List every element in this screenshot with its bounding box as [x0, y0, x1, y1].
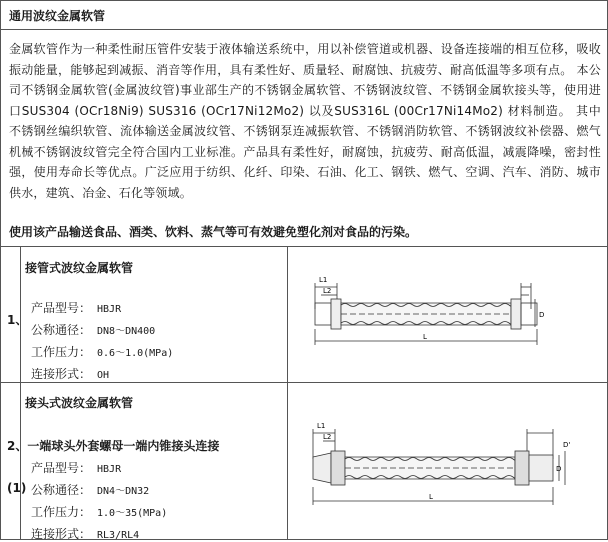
spec-connection — [31, 365, 109, 382]
spec-value: HBJR — [97, 304, 122, 315]
product-heading: 接管式波纹金属软管 — [25, 261, 134, 275]
spec-diameter — [31, 321, 155, 338]
product-heading: 接头式波纹金属软管 — [25, 396, 134, 410]
spec-value: HBJR — [97, 464, 122, 475]
spec-value: DN8～DN400 — [97, 326, 156, 337]
dim-label-l1: L1 — [317, 422, 326, 430]
dim-label-l2: L2 — [323, 433, 332, 441]
spec-connection — [31, 525, 139, 542]
dim-label-l: L — [429, 493, 433, 501]
spec-value: RL3/RL4 — [97, 530, 140, 541]
product-table — [1, 246, 607, 540]
spec-value: OH — [97, 370, 110, 381]
hose-diagram-fitting-type — [301, 417, 576, 517]
spec-label: 产品型号： — [31, 461, 92, 475]
product-number: 1、 — [7, 313, 28, 327]
table-divider — [287, 247, 288, 540]
spec-label: 产品型号： — [31, 301, 92, 315]
spec-value: 0.6～1.0(MPa) — [97, 348, 174, 359]
dim-label-l2: L2 — [323, 287, 332, 295]
title-divider — [1, 29, 607, 30]
spec-label: 工作压力： — [31, 345, 92, 359]
dim-label-d-prime: D' — [563, 441, 571, 449]
product-number: (1) — [7, 481, 27, 495]
spec-value: DN4～DN32 — [97, 486, 150, 497]
spec-model — [31, 459, 121, 476]
food-safety-notice: 使用该产品输送食品、酒类、饮料、蒸气等可有效避免塑化剂对食品的污染。 — [9, 225, 418, 239]
spec-label: 连接形式： — [31, 367, 92, 381]
dim-label-d: D — [539, 311, 545, 319]
dim-label-d: D — [556, 465, 562, 473]
table-divider — [20, 247, 21, 540]
spec-label: 连接形式： — [31, 527, 92, 541]
dim-label-l1: L1 — [319, 276, 328, 284]
spec-pressure — [31, 503, 167, 520]
dim-label-l: L — [423, 333, 427, 341]
spec-value: 1.0～35(MPa) — [97, 508, 168, 519]
spec-model — [31, 299, 121, 316]
table-divider — [1, 382, 607, 383]
hose-diagram-pipe-type — [301, 269, 571, 357]
spec-diameter — [31, 481, 149, 498]
spec-label: 工作压力： — [31, 505, 92, 519]
product-subheading: 2、一端球头外套螺母一端内锥接头连接 — [7, 439, 220, 453]
intro-paragraph: 金属软管作为一种柔性耐压管件安装于液体输送系统中，用以补偿管道或机器、设备连接端的相互位移，吸收振动能量，能够起到减振、消音等作用，具有柔性好、质量轻、耐腐蚀、抗疲劳、耐高低温等多项有点。 本公司不锈钢金属软管(金属波纹管)事业部生产的不锈钢金属软管、不锈钢波纹管、不锈钢金属软接头等，使用进口SUS304 (OCr18Ni9) SUS316 (OCr17Ni12Mo2) 以及SUS316L (00Cr17Ni14Mo2) 材料制造。 其中不锈钢丝编织软管、流体输送金属波纹管、不锈钢泵连减振软管、不锈钢消防软管、不锈钢波纹补偿器、燃气机械不锈钢波纹管完全符合国内工业标准。产品具有柔性好，耐腐蚀，抗疲劳、耐高低温，减震降噪，密封性强，使用寿命长等优点。广泛应用于纺织、化纤、印染、石油、化工、钢铁、燃气、空调、汽车、消防、城市供水，建筑、冶金、石化等领域。 — [9, 42, 601, 200]
spec-label: 公称通径： — [31, 323, 92, 337]
spec-pressure — [31, 343, 173, 360]
page-title: 通用波纹金属软管 — [9, 9, 106, 23]
spec-label: 公称通径： — [31, 483, 92, 497]
